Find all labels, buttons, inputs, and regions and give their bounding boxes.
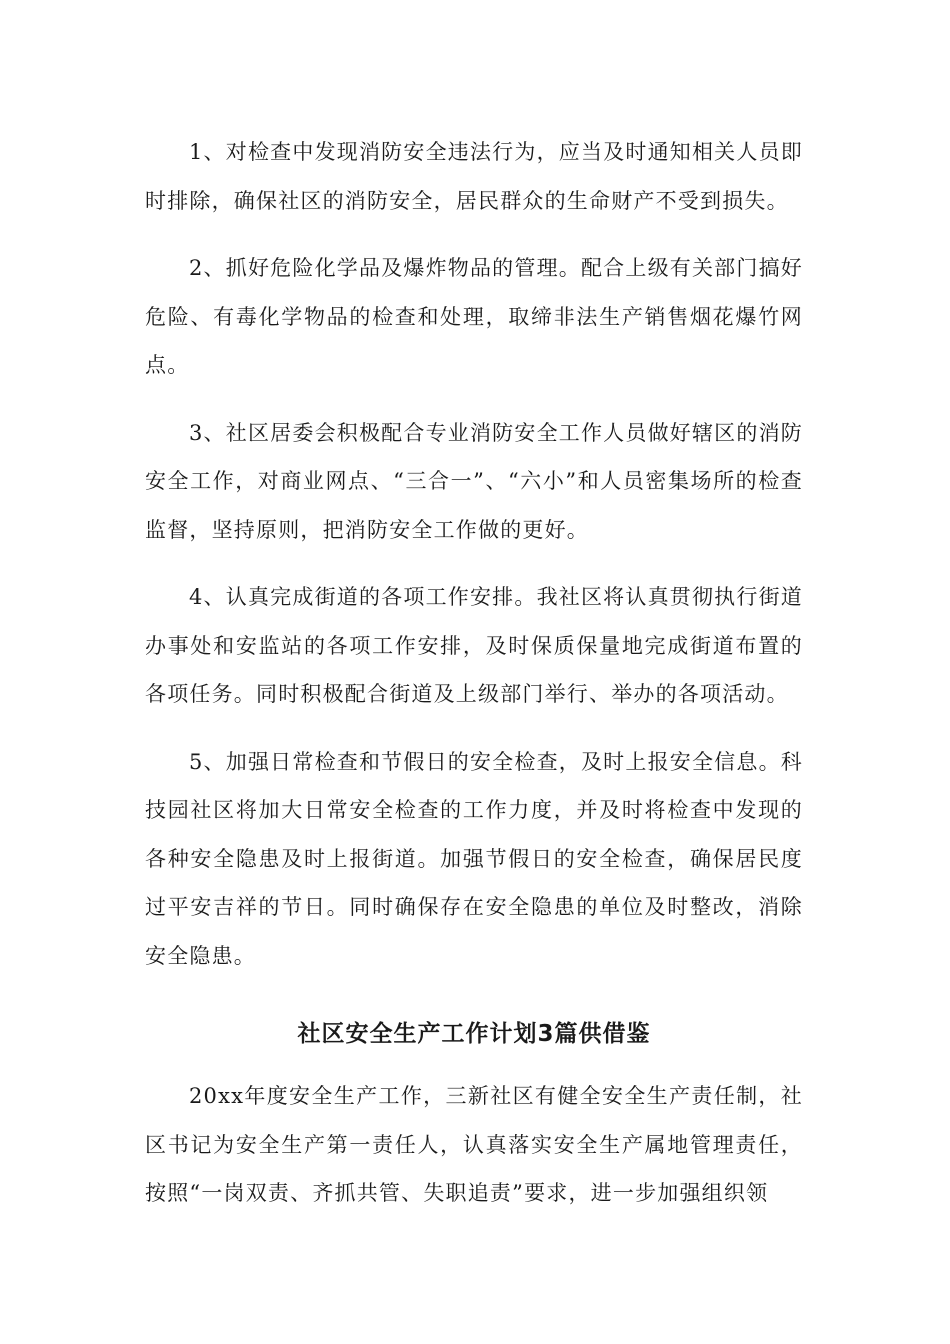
paragraph-item-2: 2、抓好危险化学品及爆炸物品的管理。配合上级有关部门搞好危险、有毒化学物品的检查和处理，取缔非法生产销售烟花爆竹网点。 [145, 256, 803, 377]
document-page [145, 128, 803, 1237]
paragraph-item-5: 5、加强日常检查和节假日的安全检查，及时上报安全信息。科技园社区将加大日常安全检查的工作力度，并及时将检查中发现的各种安全隐患及时上报街道。加强节假日的安全检查，确保居民度过平安吉祥的节日。同时确保存在安全隐患的单位及时整改，消除安全隐患。 [145, 749, 803, 968]
paragraph-item-4: 4、认真完成街道的各项工作安排。我社区将认真贯彻执行街道办事处和安监站的各项工作安排，及时保质保量地完成街道布置的各项任务。同时积极配合街道及上级部门举行、举办的各项活动。 [145, 585, 803, 706]
section-title: 社区安全生产工作计划3篇供借鉴 [297, 1021, 651, 1047]
paragraph-item-3: 3、社区居委会积极配合专业消防安全工作人员做好辖区的消防安全工作，对商业网点、“三合一”、“六小”和人员密集场所的检查监督，坚持原则，把消防安全工作做的更好。 [145, 420, 803, 542]
paragraph-item-1: 1、对检查中发现消防安全违法行为，应当及时通知相关人员即时排除，确保社区的消防安全，居民群众的生命财产不受到损失。 [145, 140, 803, 213]
section-paragraph: 20xx年度安全生产工作，三新社区有健全安全生产责任制，社区书记为安全生产第一责任人，认真落实安全生产属地管理责任，按照“一岗双责、齐抓共管、失职追责”要求，进一步加强组织领 [145, 1084, 803, 1205]
